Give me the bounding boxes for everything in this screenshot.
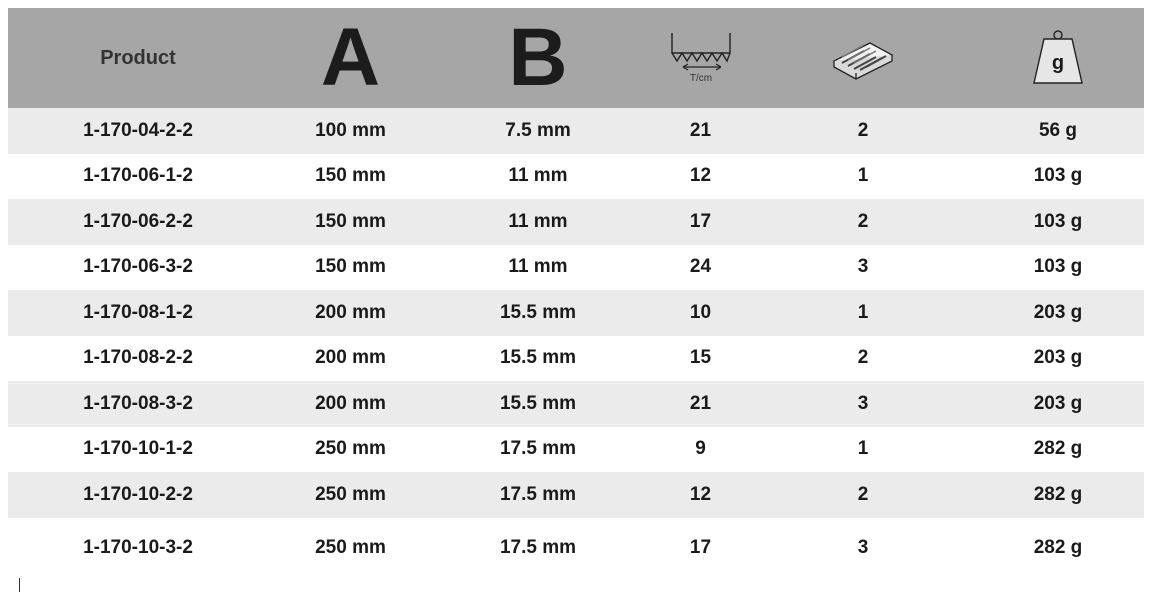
cell-dimension-b: 11 mm <box>508 210 568 232</box>
cell-dimension-a: 150 mm <box>315 165 386 187</box>
cell-dimension-a: 150 mm <box>315 256 386 278</box>
cell-weight: 282 g <box>1033 438 1083 460</box>
cell-weight: 103 g <box>1033 210 1083 232</box>
cell-teeth-per-cm: 12 <box>689 165 712 187</box>
header-dimension-a <box>258 8 443 108</box>
cell-product: 1-170-06-1-2 <box>83 165 193 187</box>
cell-dimension-b: 17.5 mm <box>499 483 577 505</box>
header-a-letter: A <box>320 12 381 103</box>
cell-dimension-a: 200 mm <box>315 347 386 369</box>
cell-dimension-b: 15.5 mm <box>499 392 577 414</box>
table-row <box>8 154 1144 200</box>
cell-dimension-b: 11 mm <box>508 256 568 278</box>
product-spec-table <box>8 8 1144 578</box>
cell-rows-of-teeth: 2 <box>857 119 869 141</box>
cell-teeth-per-cm: 21 <box>689 392 712 414</box>
cell-dimension-b: 15.5 mm <box>499 301 577 323</box>
cell-weight: 203 g <box>1033 301 1083 323</box>
cell-teeth-per-cm: 10 <box>689 301 712 323</box>
cell-product: 1-170-10-3-2 <box>83 536 193 558</box>
cell-dimension-b: 11 mm <box>508 165 568 187</box>
cell-rows-of-teeth: 1 <box>857 301 869 323</box>
cell-product: 1-170-04-2-2 <box>83 119 193 141</box>
table-row <box>8 336 1144 382</box>
cell-rows-of-teeth: 3 <box>857 536 869 558</box>
cell-teeth-per-cm: 9 <box>695 438 706 460</box>
rows-of-teeth-icon <box>830 33 896 83</box>
header-rows-of-teeth <box>798 8 928 108</box>
table-row <box>8 245 1144 291</box>
table-row <box>8 472 1144 518</box>
cell-weight: 103 g <box>1033 256 1083 278</box>
cell-rows-of-teeth: 1 <box>857 165 869 187</box>
cell-rows-of-teeth: 2 <box>857 210 869 232</box>
cell-teeth-per-cm: 24 <box>689 256 712 278</box>
cell-rows-of-teeth: 3 <box>857 256 869 278</box>
teeth-icon-label: T/cm <box>689 73 712 84</box>
cell-product: 1-170-10-2-2 <box>83 483 193 505</box>
cell-rows-of-teeth: 2 <box>857 347 869 369</box>
cell-product: 1-170-08-3-2 <box>83 392 193 414</box>
table-header <box>8 8 1144 108</box>
cell-product: 1-170-06-3-2 <box>83 256 193 278</box>
table-row <box>8 199 1144 245</box>
header-dimension-b <box>448 8 628 108</box>
cell-dimension-b: 17.5 mm <box>499 438 577 460</box>
weight-icon <box>1028 29 1088 87</box>
teeth-per-cm-icon <box>669 31 733 85</box>
weight-icon-label: g <box>1051 52 1065 74</box>
table-row <box>8 381 1144 427</box>
cell-weight: 282 g <box>1033 536 1083 558</box>
cell-dimension-a: 100 mm <box>315 119 386 141</box>
cell-dimension-a: 250 mm <box>315 536 386 558</box>
text-cursor <box>19 578 20 592</box>
cell-rows-of-teeth: 2 <box>857 483 869 505</box>
cell-product: 1-170-08-1-2 <box>83 301 193 323</box>
cell-dimension-a: 200 mm <box>315 392 386 414</box>
cell-weight: 203 g <box>1033 392 1083 414</box>
cell-weight: 56 g <box>1038 119 1078 141</box>
header-product: Product <box>100 46 176 69</box>
table-row <box>8 518 1144 578</box>
cell-teeth-per-cm: 17 <box>689 536 712 558</box>
cell-dimension-b: 17.5 mm <box>499 536 577 558</box>
cell-rows-of-teeth: 3 <box>857 392 869 414</box>
cell-teeth-per-cm: 21 <box>689 119 712 141</box>
table-row <box>8 108 1144 154</box>
cell-teeth-per-cm: 15 <box>689 347 712 369</box>
cell-dimension-a: 250 mm <box>315 438 386 460</box>
cell-dimension-b: 15.5 mm <box>499 347 577 369</box>
header-teeth-per-cm <box>628 8 773 108</box>
cell-rows-of-teeth: 1 <box>857 438 869 460</box>
cell-dimension-a: 200 mm <box>315 301 386 323</box>
cell-product: 1-170-08-2-2 <box>83 347 193 369</box>
cell-weight: 282 g <box>1033 483 1083 505</box>
cell-product: 1-170-06-2-2 <box>83 210 193 232</box>
cell-teeth-per-cm: 17 <box>689 210 712 232</box>
table-row <box>8 290 1144 336</box>
cell-teeth-per-cm: 12 <box>689 483 712 505</box>
cell-dimension-a: 250 mm <box>315 483 386 505</box>
cell-weight: 103 g <box>1033 165 1083 187</box>
table-row <box>8 427 1144 473</box>
cell-product: 1-170-10-1-2 <box>83 438 193 460</box>
header-weight <box>978 8 1138 108</box>
cell-dimension-a: 150 mm <box>315 210 386 232</box>
header-b-letter: B <box>508 12 568 103</box>
cell-dimension-b: 7.5 mm <box>505 119 571 141</box>
cell-weight: 203 g <box>1033 347 1083 369</box>
